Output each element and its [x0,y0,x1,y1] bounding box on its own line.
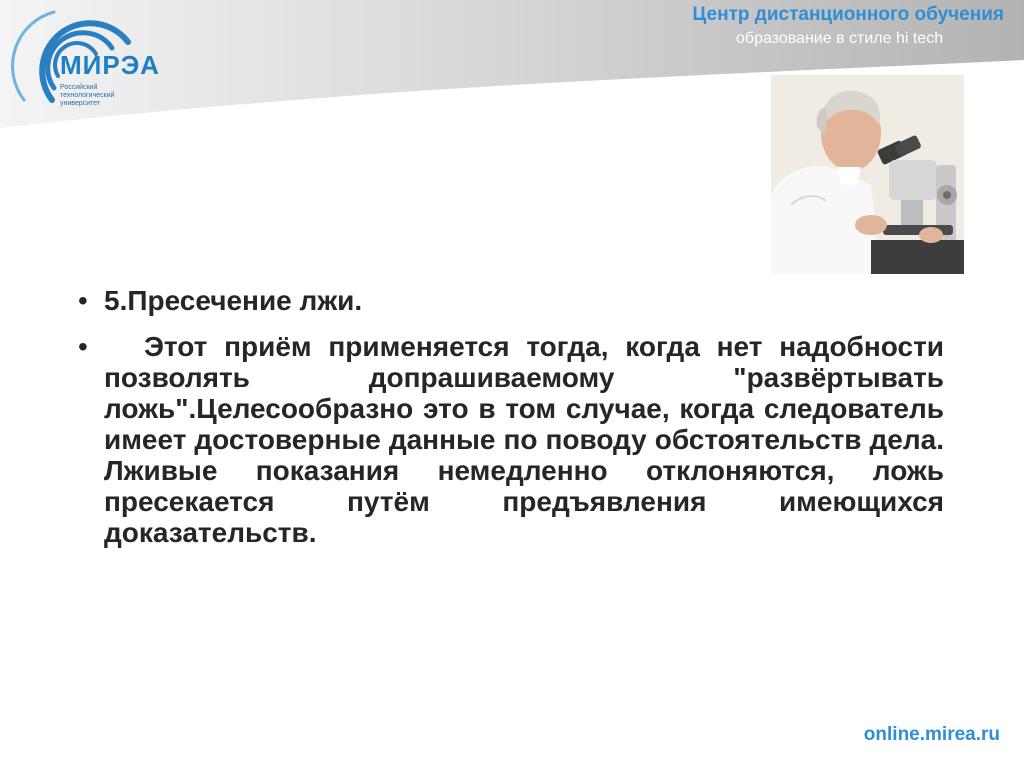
logo-subtitle: Российский технологический университет [60,84,115,107]
footer-url[interactable]: online.mirea.ru [863,724,1000,745]
scientist-with-microscope-photo [771,75,964,274]
bullet-item-body [78,331,944,548]
logo-text: МИРЭА [60,50,160,80]
bullet-marker: • [78,331,88,362]
mirea-logo [4,4,174,114]
bullet-marker: • [78,285,88,316]
slide-content [78,285,944,548]
bullet-title-text: 5.Пресечение лжи. [104,285,363,316]
center-subtitle: образование в стиле hi tech [736,30,944,47]
bullet-item-title [78,285,944,316]
bullet-body-text: Этот приём применяется тогда, когда нет надобности позволять допрашиваемому "развёртывать ложь".Целесообразно это в том случае, когда следователь имеет достоверные данные по поводу обстоятельств дела. Лживые показания немедленно отклоняются, ложь пресекается путём предъявления имеющихся доказательств. [104,331,944,548]
center-title: Центр дистанционного обучения [692,4,1004,25]
